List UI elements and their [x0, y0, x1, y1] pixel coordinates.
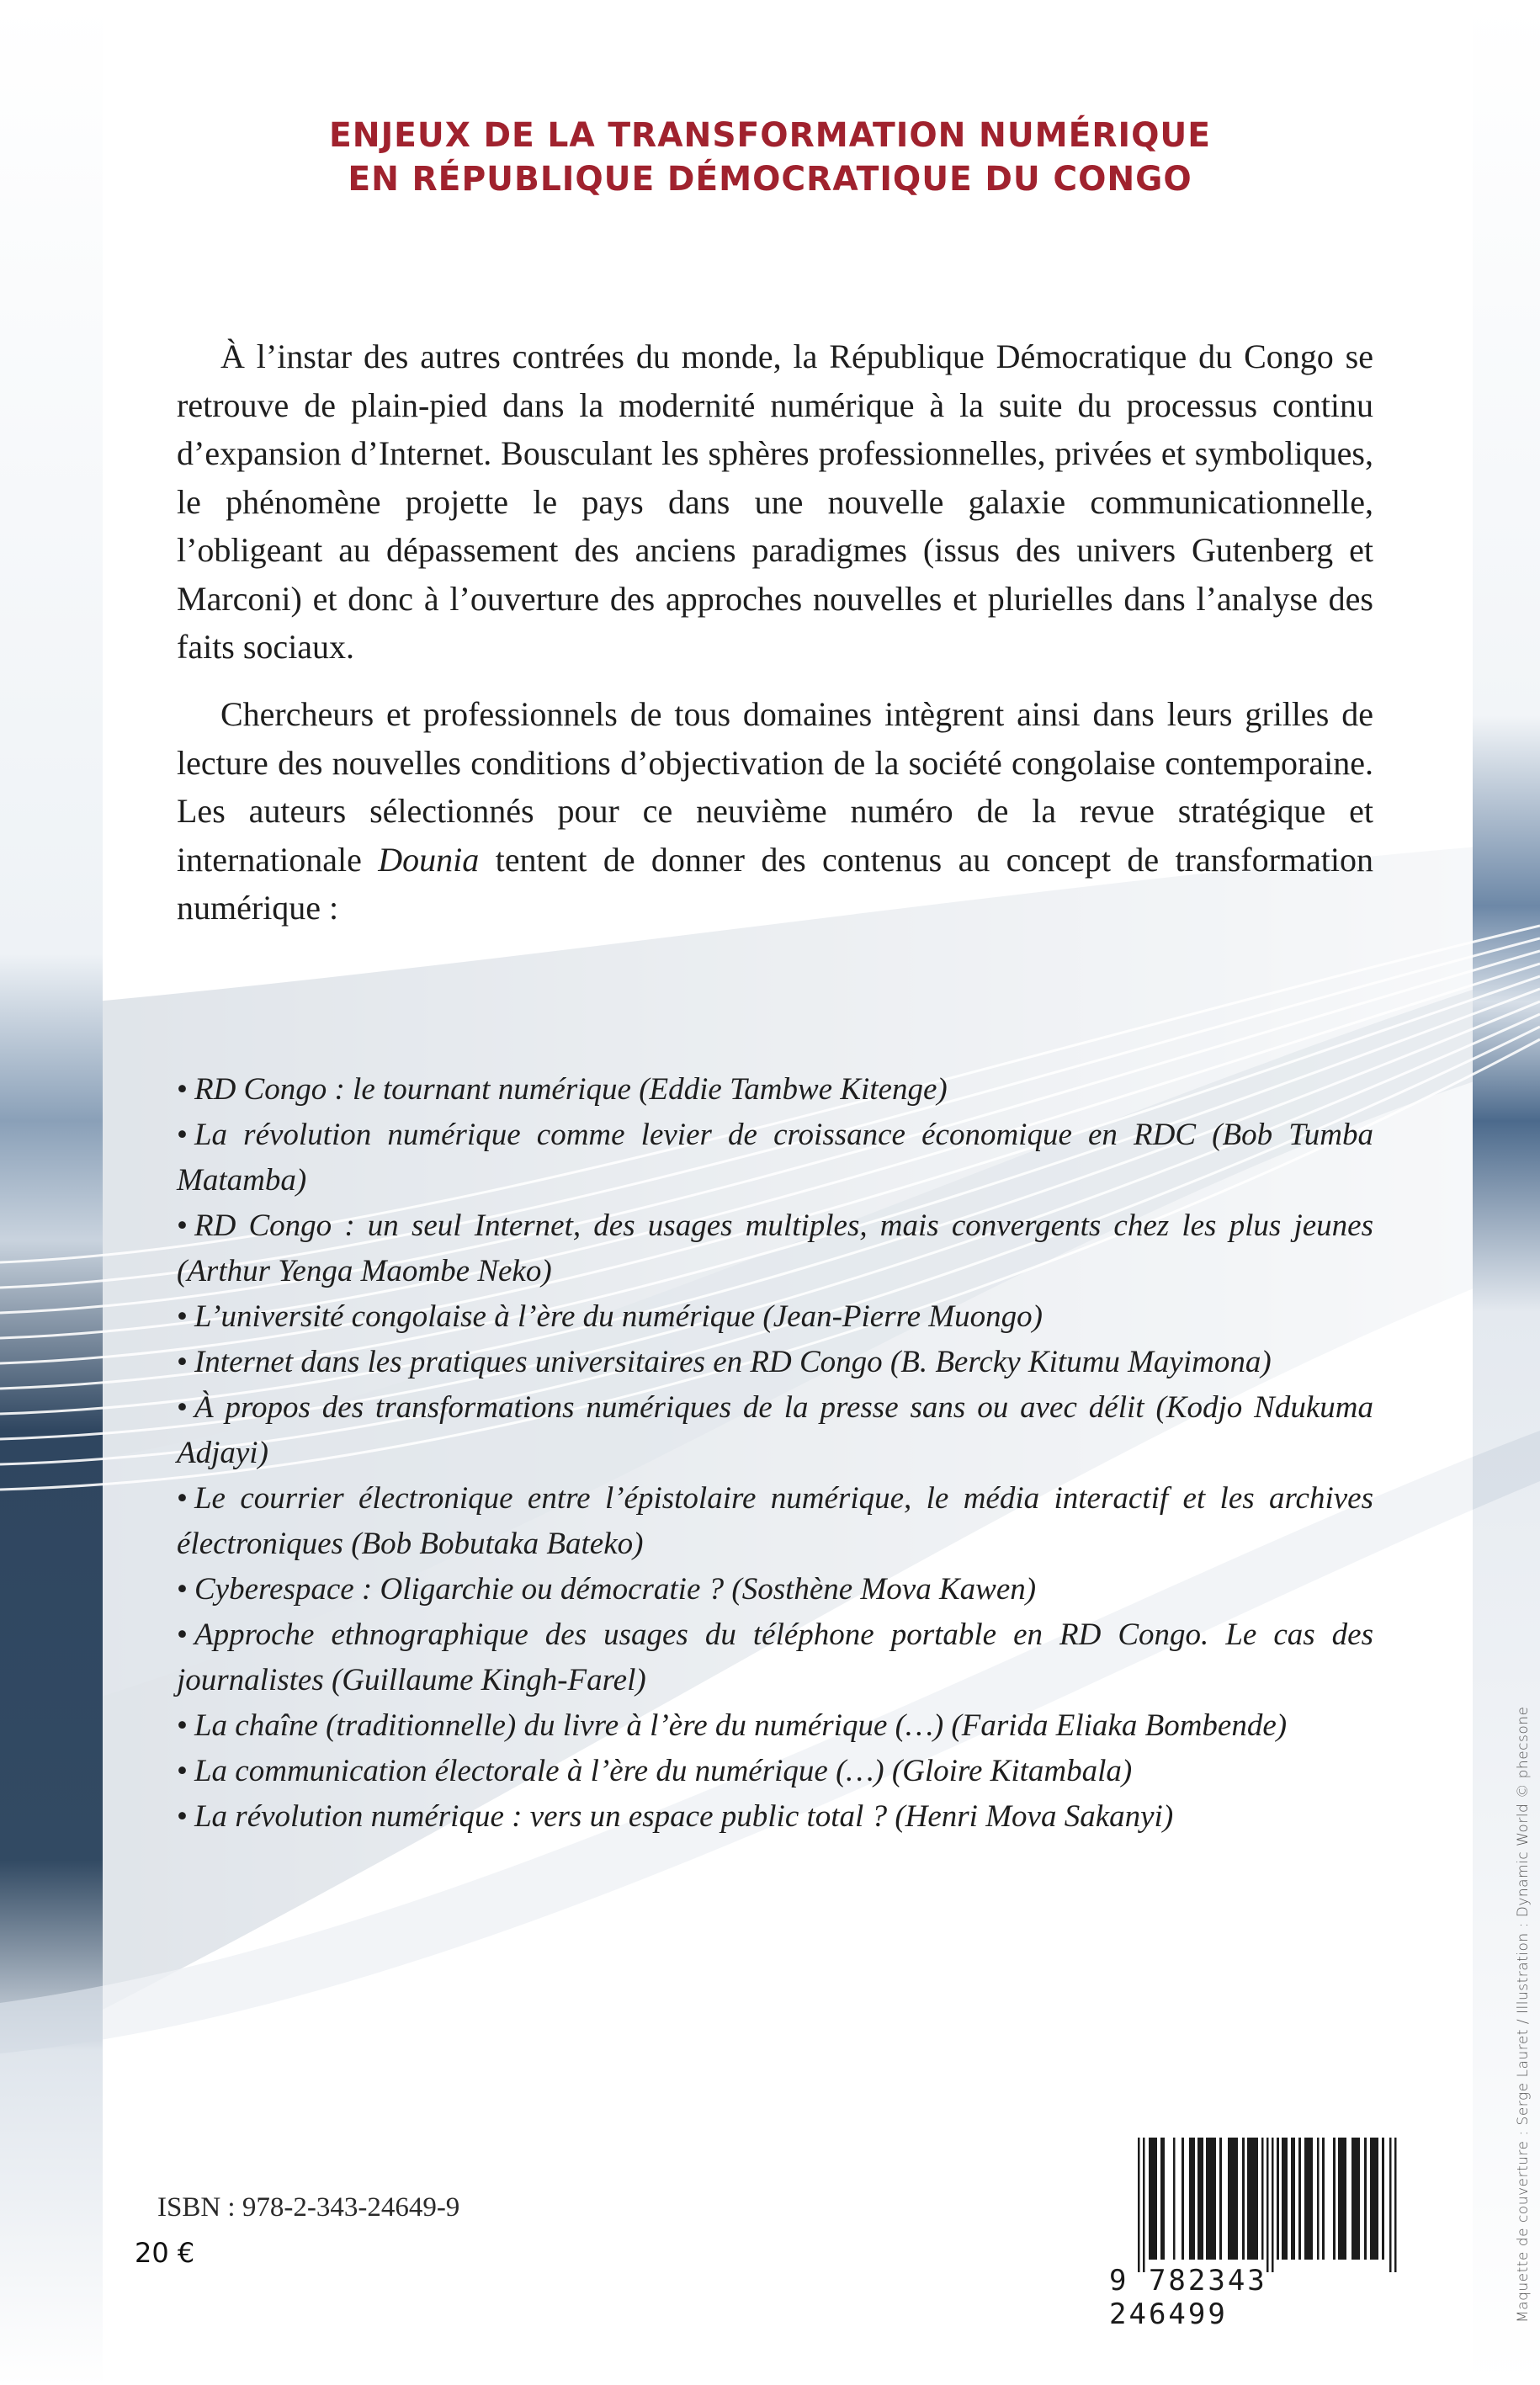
journal-name: Dounia	[378, 840, 480, 879]
bullet-icon: •	[177, 1345, 188, 1379]
article-title: La chaîne (traditionnelle) du livre à l’ère du numérique (…) (Farida Eliaka Bombende)	[194, 1708, 1288, 1743]
bullet-icon: •	[177, 1708, 188, 1743]
bullet-icon: •	[177, 1754, 188, 1788]
summary-paragraph-1: À l’instar des autres contrées du monde, la République Démocratique du Congo se retrouve de plain-pied dans la modernité numérique à la suite du processus continu d’expansion d’Internet. Bousculant les sphères professionnelles, privées et symboliques, le phénomène projette le pays dans une nouvelle galaxie communicationnelle, l’obligeant au dépassement des anciens paradigmes (issus des univers Gutenberg et Marconi) et donc à l’ouverture des approches nouvelles et plurielles dans l’analyse des faits sociaux.	[177, 337, 1373, 666]
paragraph-2-text-after: tentent de donner des contenus au concept de transformation numérique :	[177, 840, 1373, 927]
bullet-icon: •	[177, 1390, 188, 1425]
article-title: Le courrier électronique entre l’épistolaire numérique, le média interactif et les archives électroniques (Bob Bobutaka Bateko)	[177, 1481, 1373, 1561]
article-title: Internet dans les pratiques universitaires en RD Congo (B. Bercky Kitumu Mayimona)	[194, 1345, 1272, 1379]
bullet-icon: •	[177, 1572, 188, 1607]
bullet-icon: •	[177, 1299, 188, 1334]
article-title: La communication électorale à l’ère du numérique (…) (Gloire Kitambala)	[194, 1754, 1133, 1788]
article-title: L’université congolaise à l’ère du numérique (Jean-Pierre Muongo)	[194, 1299, 1043, 1334]
bullet-icon: •	[177, 1072, 188, 1107]
list-item	[177, 1294, 1373, 1340]
list-item	[177, 1385, 1373, 1476]
summary-paragraph-2	[177, 690, 1373, 932]
list-item	[177, 1476, 1373, 1567]
list-item	[177, 1703, 1373, 1749]
article-title: La révolution numérique comme levier de croissance économique en RDC (Bob Tumba Matamba)	[177, 1118, 1373, 1198]
article-title: RD Congo : le tournant numérique (Eddie Tambwe Kitenge)	[194, 1072, 948, 1107]
bullet-icon: •	[177, 1617, 188, 1652]
list-item	[177, 1794, 1373, 1840]
article-title: RD Congo : un seul Internet, des usages multiples, mais convergents chez les plus jeunes (Arthur Yenga Maombe Neko)	[177, 1208, 1373, 1288]
list-item	[177, 1203, 1373, 1294]
list-item	[177, 1749, 1373, 1794]
bullet-icon: •	[177, 1208, 188, 1243]
bullet-icon: •	[177, 1799, 188, 1834]
bullet-icon: •	[177, 1481, 188, 1516]
isbn-number: ISBN : 978-2-343-24649-9	[157, 2192, 460, 2223]
cover-title-line-2: EN RÉPUBLIQUE DÉMOCRATIQUE DU CONGO	[348, 160, 1192, 199]
list-item	[177, 1067, 1373, 1113]
price: 20 €	[135, 2237, 195, 2269]
list-item	[177, 1340, 1373, 1385]
article-title: Cyberespace : Oligarchie ou démocratie ? (Sosthène Mova Kawen)	[194, 1572, 1037, 1607]
list-item	[177, 1113, 1373, 1203]
list-item	[177, 1567, 1373, 1612]
list-item	[177, 1612, 1373, 1703]
article-title: La révolution numérique : vers un espace public total ? (Henri Mova Sakanyi)	[194, 1799, 1174, 1834]
article-title: À propos des transformations numériques de la presse sans ou avec délit (Kodjo Ndukuma Adjayi)	[177, 1390, 1373, 1470]
cover-title-line-1: ENJEUX DE LA TRANSFORMATION NUMÉRIQUE	[329, 116, 1211, 155]
isbn-barcode	[1094, 2121, 1431, 2331]
article-title: Approche ethnographique des usages du téléphone portable en RD Congo. Le cas des journalistes (Guillaume Kingh-Farel)	[177, 1617, 1373, 1697]
cover-credits: Maquette de couverture : Serge Lauret / Illustration : Dynamic World © phecsone	[1515, 1706, 1532, 2323]
barcode-icon	[1119, 2138, 1397, 2272]
article-list	[177, 1067, 1373, 1840]
bullet-icon: •	[177, 1118, 188, 1152]
barcode-digits: 9 782343 246499	[1109, 2264, 1267, 2331]
paragraph-2-text-before: Chercheurs et professionnels de tous domaines intègrent ainsi dans leurs grilles de lecture des nouvelles conditions d’objectivation de la société congolaise contemporaine. Les auteurs sélectionnés pour ce neuvième numéro de la revue stratégique et internationale	[177, 695, 1373, 879]
